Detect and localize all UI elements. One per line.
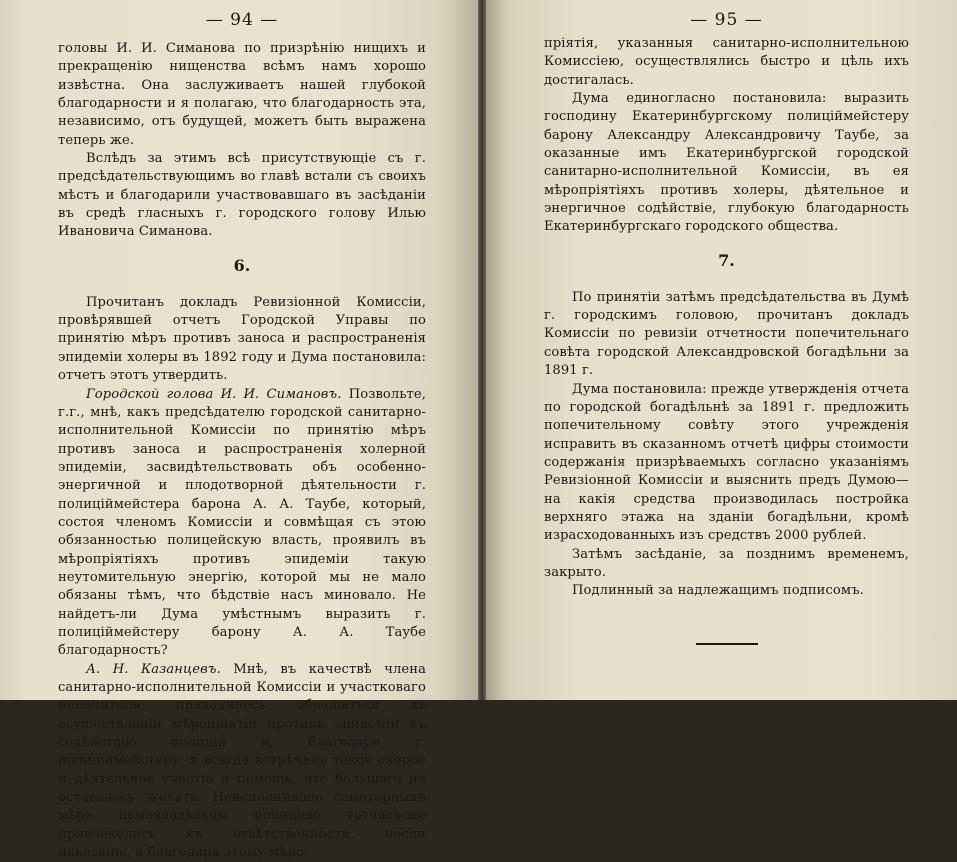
end-rule bbox=[696, 643, 758, 645]
speaker-name: А. Н. Казанцевъ. bbox=[86, 661, 221, 677]
right-page bbox=[486, 0, 957, 700]
paragraph: головы И. И. Симанова по призрѣнію нищихъ и прекращенію нищенства всѣмъ намъ хорошо извѣстна. Она заслуживаетъ нашей глубокой благодарности и я полагаю, что благодарность эта, независимо, отъ будущей, можетъ быть выражена теперь же. bbox=[58, 41, 426, 148]
speech-text: Позвольте, г.г., мнѣ, какъ предсѣдателю городской санитарно-исполнительной Комиссіи по принятію мѣръ противъ заноса и распространенія холерной эпидеміи, засвидѣтельствовать объ особенно-энергичной и плодотворной дѣятельности г. полиціймейстера барона А. А. Таубе, который, состоя членомъ Комиссіи и совмѣщая съ этою обязанностью полицейскую власть, проявилъ въ мѣропріятіяхъ противъ эпидеміи такую неутомительную энергію, которой мы не мало обязаны тѣмъ, что бѣдствіе насъ миновало. Не найдетъ-ли Дума умѣстнымъ выразить г. полиціймейстеру барону А. А. Таубе благодарность? bbox=[58, 386, 427, 659]
section-number: 6. bbox=[233, 255, 251, 275]
speech-paragraph bbox=[58, 386, 426, 661]
paragraph: Дума единогласно постановила: выразить господину Екатеринбургскому полиціймейстеру барону Александру Александровичу Таубе, за оказанные имъ Екатеринбургской городской санитарно-исполнительной Комиссіи, въ ея мѣропріятіяхъ противъ холеры, дѣятельное и энергичное содѣйствіе, глубокую благодарность Екатеринбургскаго городского общества. bbox=[544, 91, 909, 235]
page-number: — 95 — bbox=[690, 10, 763, 30]
paragraph: пріятія, указанныя санитарно-исполнительною Комиссіею, осуществлялись быстро и цѣль ихъ достигалась. bbox=[544, 36, 909, 88]
paragraph: Дума постановила: прежде утвержденія отчета по городской богадѣльнѣ за 1891 г. предложить попечительному совѣту этого учрежденія исправить въ сказанномъ отчетѣ цифры стоимости содержанія призрѣваемыхъ согласно указаніямъ Ревизіонной Комиссіи и выяснить предъ Думою—на какія средства производилась постройка верхняго этажа на зданіи богадѣльни, кромѣ израсходованныхъ изъ средствъ 2000 рублей. bbox=[544, 381, 909, 544]
book-spine bbox=[478, 0, 486, 700]
section-number: 7. bbox=[718, 250, 735, 270]
speech-text: Мнѣ, въ качествѣ члена санитарно-исполнительной Комиссіи и участковаго попечителя, приходилось обращаться въ осуществленіи мѣропріятій противъ эпидеміи къ содѣйствію полиціи и, благодаря г. полиціймейстеру, я всегда встрѣчалъ такое скорое и дѣятельное участіе и помощь, что большаго не оставалось желать. Неисполнившіе санитарныхъ мѣръ домовладѣльцы полиціею тотчасъ-же привлекались къ отвѣтственности, несли наказаніе, а благодаря этому мѣро- bbox=[58, 661, 427, 861]
paragraph: Подлинный за надлежащимъ подписомъ. bbox=[572, 583, 864, 599]
paragraph: По принятіи затѣмъ предсѣдательства въ Думѣ г. городскимъ головою, прочитанъ докладъ Комиссіи по ревизіи отчетности попечительнаго совѣта городской Александровской богадѣльни за 1891 г. bbox=[544, 289, 909, 379]
left-page-text bbox=[58, 40, 426, 862]
paragraph: Затѣмъ засѣданіе, за позднимъ временемъ, закрыто. bbox=[544, 546, 909, 580]
speech-paragraph bbox=[58, 661, 426, 862]
page-number: — 94 — bbox=[205, 10, 279, 30]
right-page-text bbox=[544, 35, 909, 645]
speaker-name: Городской голова И. И. Симановъ. bbox=[86, 386, 342, 402]
paragraph: Вслѣдъ за этимъ всѣ присутствующіе съ г. предсѣдательствующимъ во главѣ встали съ своихъ мѣстъ и благодарили участвовавшаго въ засѣданіи въ средѣ гласныхъ г. городского голову Илью Ивановича Симанова. bbox=[58, 151, 426, 240]
paragraph: Прочитанъ докладъ Ревизіонной Комиссіи, провѣрявшей отчетъ Городской Управы по принятію мѣръ противъ заноса и распространенія эпидеміи холеры въ 1892 году и Дума постановила: отчетъ этотъ утвердить. bbox=[58, 294, 426, 384]
left-page bbox=[0, 0, 478, 861]
